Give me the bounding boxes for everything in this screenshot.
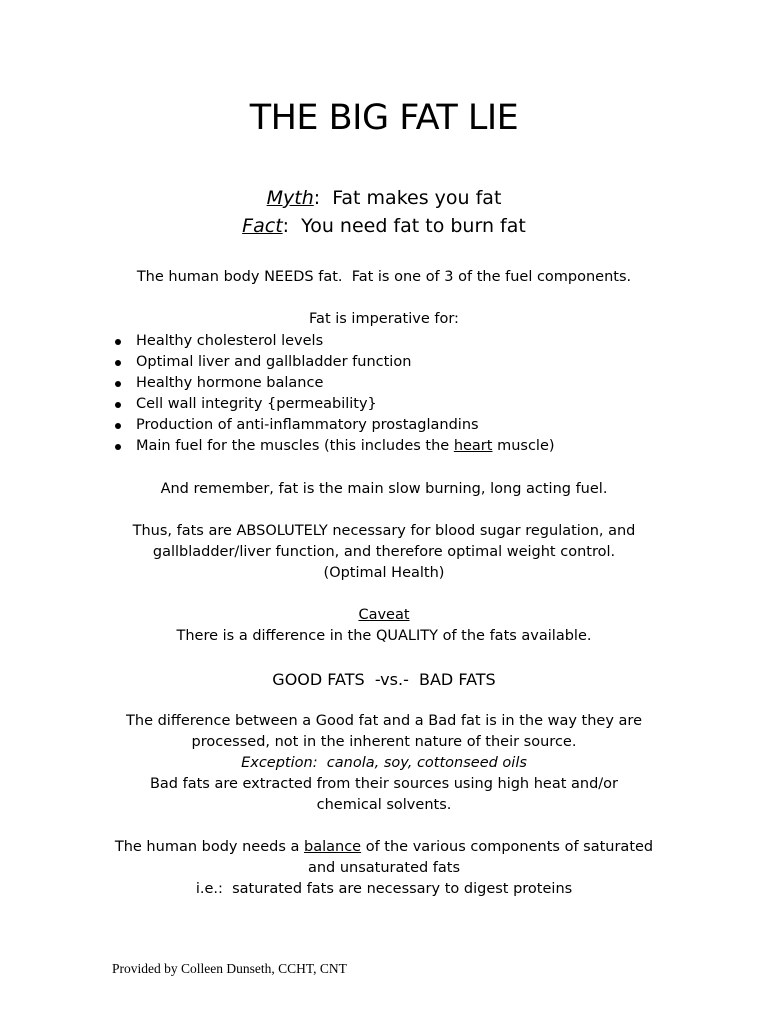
myth-statement	[0, 184, 768, 212]
list-item: Optimal liver and gallbladder function	[112, 352, 555, 373]
fact-label: Fact	[242, 215, 283, 237]
thus-line-1: Thus, fats are ABSOLUTELY necessary for blood sugar regulation, and	[132, 523, 636, 539]
thus-line-3: (Optimal Health)	[323, 565, 445, 581]
balance-text: of the various components of saturated	[361, 839, 654, 855]
difference-line-2: processed, not in the inherent nature of their source.	[191, 734, 577, 750]
balance-emphasis: balance	[304, 839, 362, 855]
exception-line: Exception: canola, soy, cottonseed oils	[241, 755, 527, 771]
difference-line-3: Bad fats are extracted from their sources using high heat and/or	[149, 776, 619, 792]
imperative-list	[112, 331, 555, 457]
caveat-heading	[0, 605, 768, 626]
good-vs-bad-heading: GOOD FATS -vs.- BAD FATS	[272, 670, 496, 689]
difference-line-4: chemical solvents.	[316, 797, 452, 813]
list-item-text: muscle)	[492, 438, 555, 454]
difference-line-1: The difference between a Good fat and a Bad fat is in the way they are	[126, 713, 642, 729]
fact-separator: :	[282, 215, 302, 237]
balance-text: The human body needs a	[114, 839, 304, 855]
balance-line-2: and unsaturated fats	[307, 860, 461, 876]
list-item-text: Main fuel for the muscles (this includes the	[136, 438, 454, 454]
fact-text: You need fat to burn fat	[301, 215, 526, 237]
fact-statement	[0, 212, 768, 240]
page-title: THE BIG FAT LIE	[249, 98, 519, 138]
caveat-heading-text: Caveat	[358, 607, 410, 623]
thus-line-2: gallbladder/liver function, and therefore optimal weight control.	[152, 544, 616, 560]
myth-label: Myth	[266, 187, 314, 209]
intro-paragraph: The human body NEEDS fat. Fat is one of 3 of the fuel components.	[136, 269, 632, 285]
list-item	[112, 436, 555, 457]
myth-text: Fat makes you fat	[332, 187, 502, 209]
balance-line-3: i.e.: saturated fats are necessary to digest proteins	[195, 881, 573, 897]
list-item: Production of anti-inflammatory prostaglandins	[112, 415, 555, 436]
myth-separator: :	[313, 187, 333, 209]
imperative-heading: Fat is imperative for:	[309, 311, 459, 327]
list-item: Cell wall integrity {permeability}	[112, 394, 555, 415]
list-item: Healthy cholesterol levels	[112, 331, 555, 352]
remember-paragraph: And remember, fat is the main slow burning, long acting fuel.	[160, 481, 608, 497]
caveat-text: There is a difference in the QUALITY of the fats available.	[176, 628, 592, 644]
list-item: Healthy hormone balance	[112, 373, 555, 394]
heart-emphasis: heart	[453, 438, 493, 454]
balance-line-1	[0, 837, 768, 858]
footer-credit: Provided by Colleen Dunseth, CCHT, CNT	[112, 961, 347, 976]
